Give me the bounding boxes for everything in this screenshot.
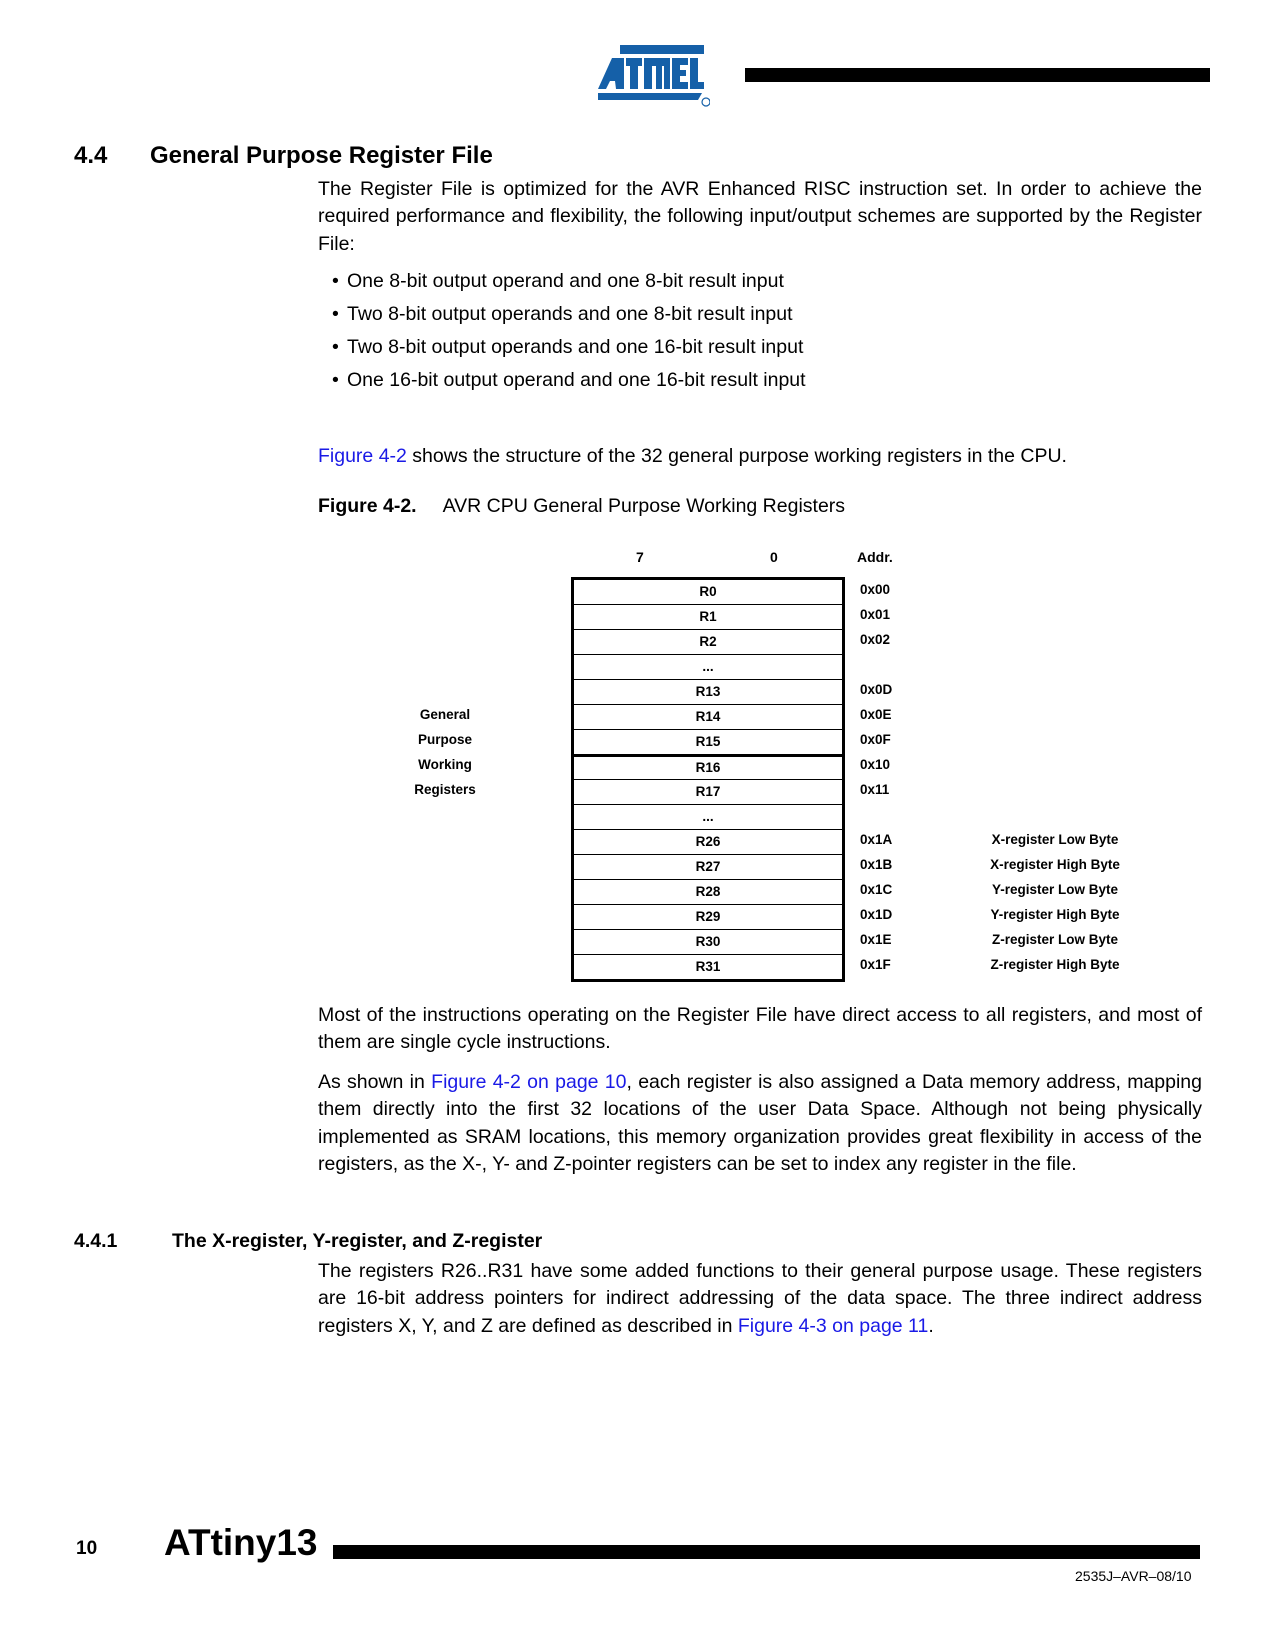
- footer-rule: [333, 1545, 1200, 1559]
- list-item-text: Two 8-bit output operands and one 16-bit result input: [347, 336, 804, 358]
- header-rule: [745, 68, 1210, 82]
- figure-4-3-page-11-link[interactable]: Figure 4-3 on page 11: [737, 1314, 929, 1337]
- register-row: R16: [574, 754, 842, 779]
- register-address: 0x1D: [860, 907, 893, 922]
- register-row: R17: [574, 779, 842, 804]
- atmel-logo: [598, 45, 710, 107]
- register-address: 0x10: [860, 757, 891, 772]
- register-address: 0x0F: [860, 732, 891, 747]
- list-item: • One 16-bit output operand and one 16-bit result input: [332, 369, 806, 391]
- list-item: • Two 8-bit output operands and one 16-bit result input: [332, 336, 804, 358]
- product-name: ATtiny13: [164, 1522, 318, 1563]
- paragraph-xyz-registers: [318, 1258, 1202, 1340]
- register-address: 0x00: [860, 582, 891, 597]
- intro-paragraph: [318, 176, 1202, 258]
- figure-label: Figure 4-2.: [318, 495, 417, 517]
- paragraph-text: As shown in: [318, 1071, 432, 1093]
- figure-caption: [318, 495, 845, 518]
- register-row: R15: [574, 729, 842, 754]
- figure-reference-paragraph: [318, 443, 1202, 470]
- register-address: 0x11: [860, 782, 890, 797]
- register-row: ...: [574, 804, 842, 829]
- register-address: 0x0E: [860, 707, 892, 722]
- paragraph-text: The registers R26..R31 have some added functions to their general purpose usage. These registers are 16-bit address pointers for indirect addressing of the data space. The three indirect address registers X, Y, and Z are defined as described in: [318, 1260, 1202, 1337]
- register-file-diagram: [571, 577, 845, 982]
- list-item-text: Two 8-bit output operands and one 8-bit result input: [347, 303, 793, 325]
- side-label-line: Working: [418, 757, 472, 772]
- register-row: R2: [574, 629, 842, 654]
- side-label-line: Purpose: [417, 732, 472, 747]
- side-label-line: Registers: [414, 782, 476, 797]
- bit-0-label: 0: [770, 549, 778, 565]
- page-number: 10: [76, 1538, 98, 1559]
- register-row: R29: [574, 904, 842, 929]
- register-row: R1: [574, 604, 842, 629]
- subsection-number: 4.4.1: [74, 1230, 118, 1252]
- figure-reference-text: shows the structure of the 32 general purpose working registers in the CPU.: [406, 445, 1067, 467]
- list-item-text: One 16-bit output operand and one 16-bit result input: [347, 369, 806, 391]
- register-address: 0x1E: [860, 932, 892, 947]
- paragraph-direct-access: [318, 1002, 1202, 1057]
- list-item-text: One 8-bit output operand and one 8-bit result input: [347, 270, 784, 292]
- register-row: R0: [699, 584, 717, 599]
- list-item: • Two 8-bit output operands and one 8-bit result input: [332, 303, 793, 325]
- register-row: R28: [574, 879, 842, 904]
- list-item: • One 8-bit output operand and one 8-bit result input: [332, 270, 784, 292]
- atmel-logo-icon: [598, 45, 710, 107]
- bit-7-label: 7: [636, 549, 644, 565]
- subsection-title: The X-register, Y-register, and Z-register: [172, 1230, 543, 1252]
- paragraph-text: .: [928, 1314, 934, 1337]
- section-number: 4.4: [74, 142, 108, 169]
- figure-4-2-link[interactable]: Figure 4-2: [318, 445, 407, 467]
- side-label-line: General: [419, 707, 471, 722]
- addr-header: Addr.: [857, 549, 893, 565]
- intro-text: The Register File is optimized for the AVR Enhanced RISC instruction set. In order to achieve the required performance and flexibility, the following input/output schemes are supported by the Register File:: [318, 178, 1202, 255]
- register-row: ...: [574, 654, 842, 679]
- register-address: 0x1F: [860, 957, 891, 972]
- register-address: 0x02: [860, 632, 891, 647]
- paragraph-text: , each register is also assigned a Data memory address, mapping them directly into the first 32 locations of the user Data Space. Although not being physically implemented as SRAM locations, this memory organization provides great flexibility in access of the registers, as the X-, Y- and Z-pointer registers can be set to index any register in the file.: [318, 1071, 1202, 1175]
- register-address: 0x0D: [860, 682, 893, 697]
- figure-title: AVR CPU General Purpose Working Registers: [442, 495, 846, 517]
- paragraph-text: Most of the instructions operating on the Register File have direct access to all registers, and most of them are single cycle instructions.: [318, 1004, 1202, 1054]
- register-description: Z-register Low Byte: [991, 932, 1119, 947]
- register-address: 0x1A: [860, 832, 893, 847]
- register-address: 0x01: [860, 607, 891, 622]
- register-row: R26: [574, 829, 842, 854]
- register-address: 0x1C: [860, 882, 893, 897]
- paragraph-data-memory: [318, 1069, 1202, 1178]
- document-code: 2535J–AVR–08/10: [1075, 1568, 1192, 1584]
- register-description: Y-register Low Byte: [991, 882, 1119, 897]
- register-row: R31: [574, 954, 842, 979]
- register-description: Z-register High Byte: [990, 957, 1120, 972]
- register-description: X-register High Byte: [990, 857, 1120, 872]
- register-row: R13: [574, 679, 842, 704]
- register-row: R30: [574, 929, 842, 954]
- register-row: R27: [574, 854, 842, 879]
- register-description: X-register Low Byte: [991, 832, 1119, 847]
- section-title: General Purpose Register File: [150, 142, 493, 169]
- register-address: 0x1B: [860, 857, 893, 872]
- figure-4-2-page-10-link[interactable]: Figure 4-2 on page 10: [431, 1071, 627, 1093]
- register-row: R14: [574, 704, 842, 729]
- register-description: Y-register High Byte: [990, 907, 1120, 922]
